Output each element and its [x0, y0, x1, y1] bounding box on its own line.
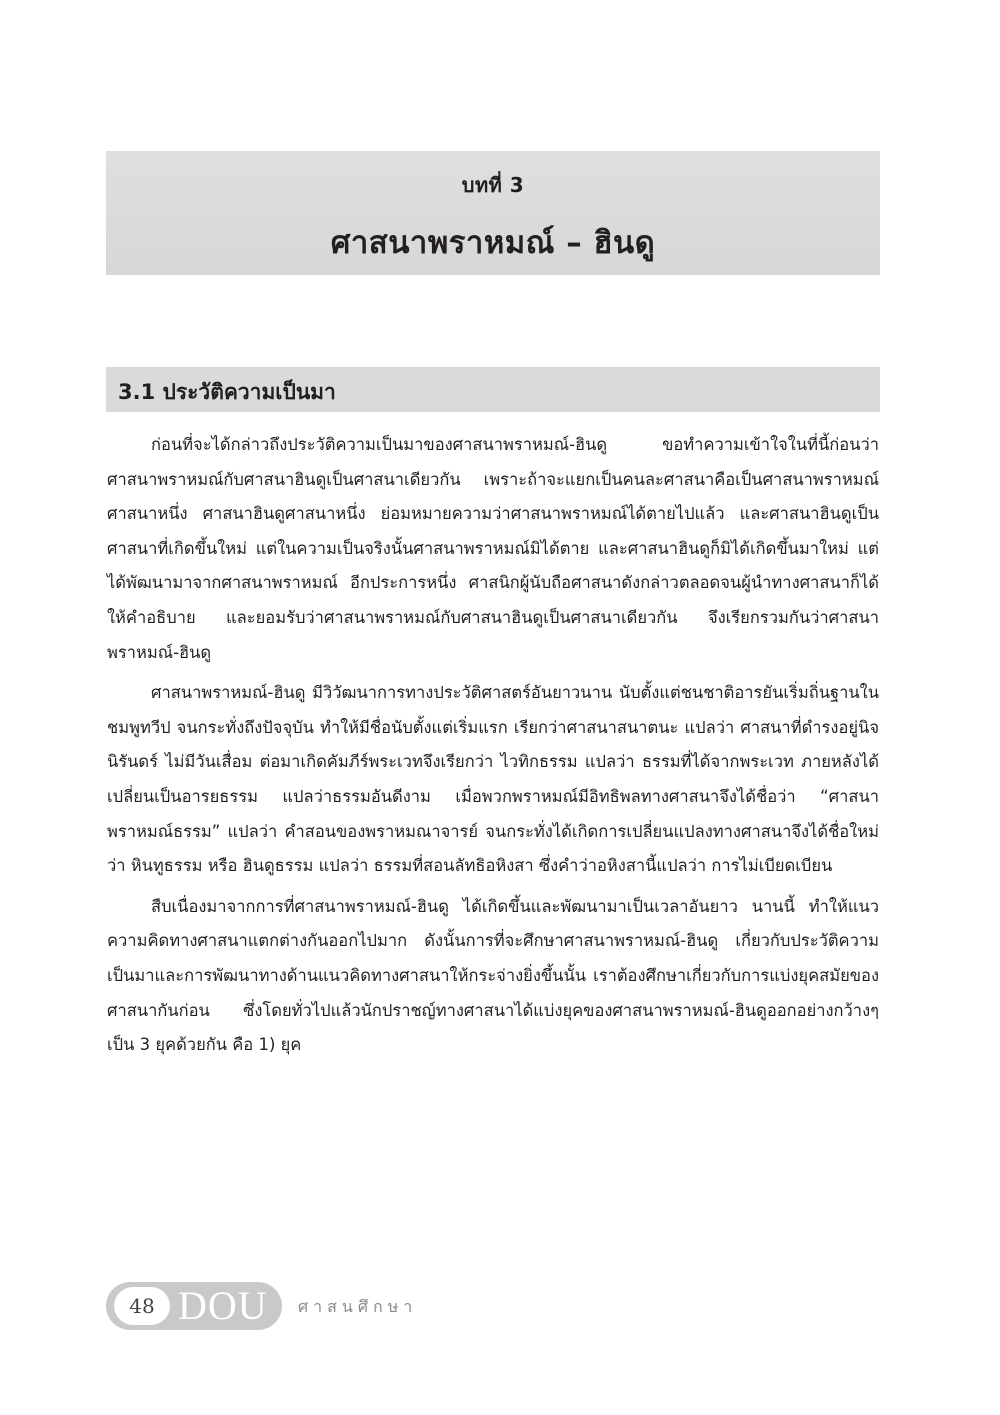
chapter-title: ศาสนาพราหมณ์ – ฮินดู: [330, 225, 656, 261]
chapter-number: บทที่ 3: [461, 173, 525, 197]
paragraph: ก่อนที่จะได้กล่าวถึงประวัติความเป็นมาของศาสนาพราหมณ์-ฮินดู ขอทำความเข้าใจในที่นี้ก่อนว่าศาสนาพราหมณ์กับศาสนาฮินดูเป็นศาสนาเดียวกัน เพราะถ้าจะแยกเป็นคนละศาสนาคือเป็นศาสนาพราหมณ์ศาสนาหนึ่ง ศาสนาฮินดูศาสนาหนึ่ง ย่อมหมายความว่าศาสนาพราหมณ์ได้ตายไปแล้ว และศาสนาฮินดูเป็นศาสนาที่เกิดขึ้นใหม่ แต่ในความเป็นจริงนั้นศาสนาพราหมณ์มิได้ตาย และศาสนาฮินดูก็มิได้เกิดขึ้นมาใหม่ แต่ได้พัฒนามาจากศาสนาพราหมณ์ อีกประการหนึ่ง ศาสนิกผู้นับถือศาสนาดังกล่าวตลอดจนผู้นำทางศาสนาก็ได้ให้คำอธิบาย และยอมรับว่าศาสนาพราหมณ์กับศาสนาฮินดูเป็นศาสนาเดียวกัน จึงเรียกรวมกันว่าศาสนาพราหมณ์-ฮินดู: [107, 435, 879, 662]
chapter-header: [106, 151, 880, 275]
section-heading: 3.1 ประวัติความเป็นมา: [118, 380, 336, 404]
brand-logo: DOU: [178, 1283, 268, 1328]
paragraph: ศาสนาพราหมณ์-ฮินดู มีวิวัฒนาการทางประวัติศาสตร์อันยาวนาน นับตั้งแต่ชนชาติอารยันเริ่มถิ่นฐานในชมพูทวีป จนกระทั่งถึงปัจจุบัน ทำให้มีชื่อนับตั้งแต่เริ่มแรก เรียกว่าศาสนาสนาตนะ แปลว่า ศาสนาที่ดำรงอยู่นิจนิรันดร์ ไม่มีวันเสื่อม ต่อมาเกิดคัมภีร์พระเวทจึงเรียกว่า ไวทิกธรรม แปลว่า ธรรมที่ได้จากพระเวท ภายหลังได้เปลี่ยนเป็นอารยธรรม แปลว่าธรรมอันดีงาม เมื่อพวกพราหมณ์มีอิทธิพลทางศาสนาจึงได้ชื่อว่า “ศาสนาพราหมณ์ธรรม” แปลว่า คำสอนของพราหมณาจารย์ จนกระทั่งได้เกิดการเปลี่ยนแปลงทางศาสนาจึงได้ชื่อใหม่ว่า หินทูธรรม หรือ ฮินดูธรรม แปลว่า ธรรมที่สอนลัทธิอหิงสา ซึ่งคำว่าอหิงสานี้แปลว่า การไม่เบียดเบียน: [107, 683, 879, 876]
course-name: ศาสนศึกษา: [298, 1297, 418, 1316]
section-header: [106, 367, 880, 412]
body-text: [107, 428, 879, 1069]
footer-badge: [106, 1282, 282, 1330]
page-number: 48: [114, 1287, 170, 1325]
paragraph: สืบเนื่องมาจากการที่ศาสนาพราหมณ์-ฮินดู ได้เกิดขึ้นและพัฒนามาเป็นเวลาอันยาว นานนี้ ทำให้แนวความคิดทางศาสนาแตกต่างกันออกไปมาก ดังนั้นการที่จะศึกษาศาสนาพราหมณ์-ฮินดู เกี่ยวกับประวัติความเป็นมาและการพัฒนาทางด้านแนวคิดทางศาสนาให้กระจ่างยิ่งขึ้นนั้น เราต้องศึกษาเกี่ยวกับการแบ่งยุคสมัยของศาสนากันก่อน ซึ่งโดยทั่วไปแล้วนักปราชญ์ทางศาสนาได้แบ่งยุคของศาสนาพราหมณ์-ฮินดูออกอย่างกว้างๆ เป็น 3 ยุคด้วยกัน คือ 1) ยุค: [107, 896, 879, 1055]
